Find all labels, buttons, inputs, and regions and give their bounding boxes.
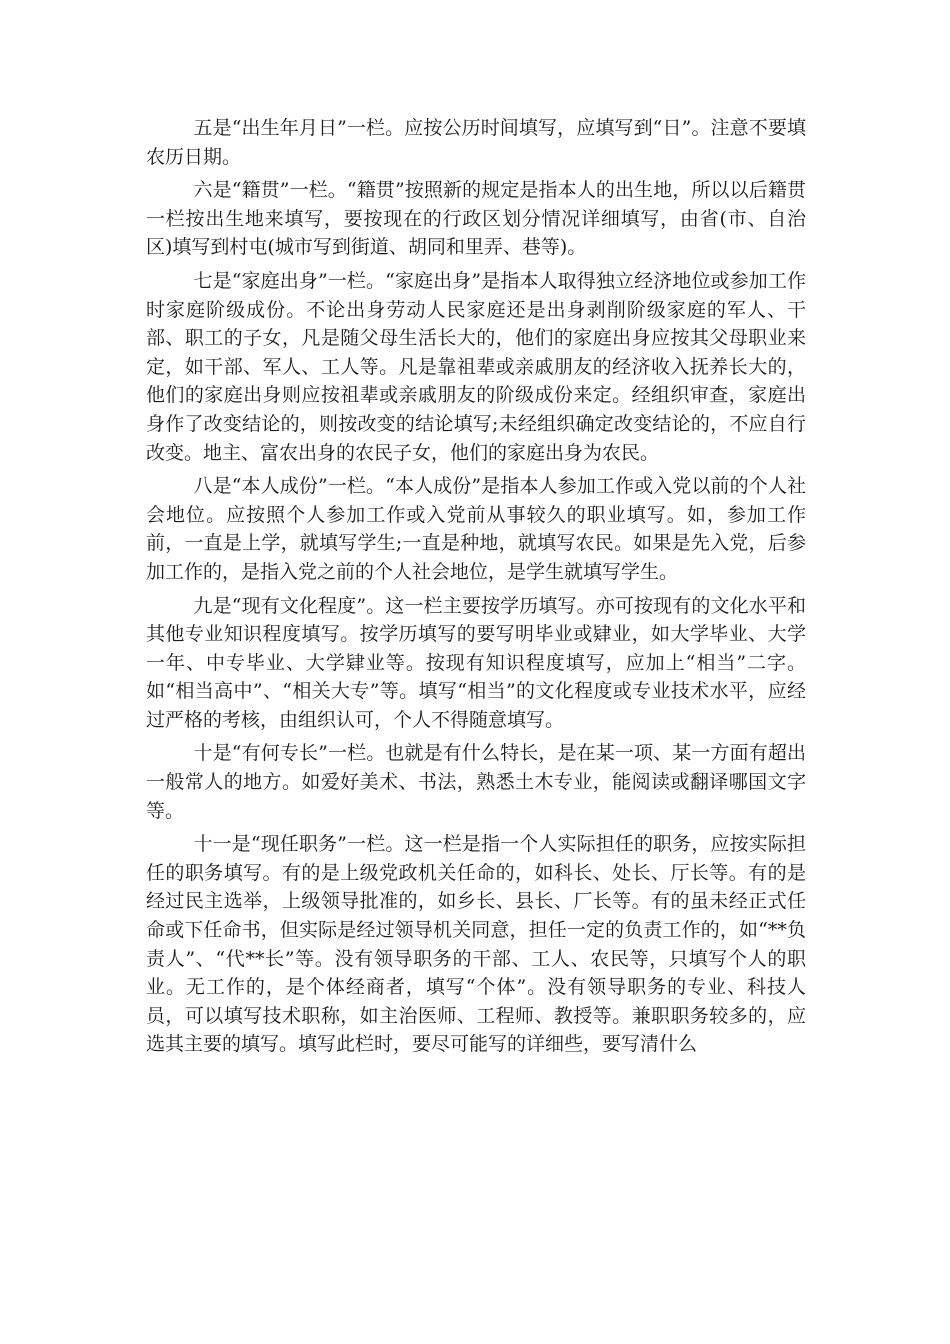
paragraph-birth-date: 五是“出生年月日”一栏。应按公历时间填写，应填写到“日”。注意不要填农历日期。: [146, 117, 806, 168]
paragraph-personal-status: 八是“本人成份”一栏。“本人成份”是指本人参加工作或入党以前的个人社会地位。应按照个人参加工作或入党前从事较久的职业填写。如，参加工作前，一直是上学，就填写学生;一直是种地，就填写农民。如果是先入党，后参加工作的，是指入党之前的个人社会地位，是学生就填写学生。: [146, 475, 806, 583]
paragraph-specialty: 十是“有何专长”一栏。也就是有什么特长，是在某一项、某一方面有超出一般常人的地方。如爱好美术、书法，熟悉土木专业，能阅读或翻译哪国文字等。: [146, 742, 806, 822]
document-body: [146, 114, 806, 1064]
paragraph-education-level: 九是“现有文化程度”。这一栏主要按学历填写。亦可按现有的文化水平和其他专业知识程度填写。按学历填写的要写明毕业或肄业，如大学毕业、大学一年、中专毕业、大学肄业等。按现有知识程度填写，应加上“相当”二字。如“相当高中”、“相关大专”等。填写“相当”的文化程度或专业技术水平，应经过严格的考核，由组织认可，个人不得随意填写。: [146, 594, 806, 731]
paragraph-family-origin: 七是“家庭出身”一栏。“家庭出身”是指本人取得独立经济地位或参加工作时家庭阶级成份。不论出身劳动人民家庭还是出身剥削阶级家庭的军人、干部、职工的子女，凡是随父母生活长大的，他们的家庭出身应按其父母职业来定，如干部、军人、工人等。凡是靠祖辈或亲戚朋友的经济收入抚养长大的，他们的家庭出身则应按祖辈或亲戚朋友的阶级成份来定。经组织审查，家庭出身作了改变结论的，则按改变的结论填写;未经组织确定改变结论的，不应自行改变。地主、富农出身的农民子女，他们的家庭出身为农民。: [146, 269, 806, 464]
paragraph-native-place: 六是“籍贯”一栏。“籍贯”按照新的规定是指本人的出生地，所以以后籍贯一栏按出生地来填写，要按现在的行政区划分情况详细填写，由省(市、自治区)填写到村屯(城市写到街道、胡同和里弄、巷等)。: [146, 179, 806, 259]
paragraph-current-position: 十一是“现任职务”一栏。这一栏是指一个人实际担任的职务，应按实际担任的职务填写。有的是上级党政机关任命的，如科长、处长、厅长等。有的是经过民主选举，上级领导批准的，如乡长、县长、厂长等。有的虽未经正式任命或下任命书，但实际是经过领导机关同意，担任一定的负责工作的，如“**负责人”、“代**长”等。没有领导职务的干部、工人、农民等，只填写个人的职业。无工作的，是个体经商者，填写“个体”。没有领导职务的专业、科技人员，可以填写技术职称，如主治医师、工程师、教授等。兼职职务较多的，应选其主要的填写。填写此栏时，要尽可能写的详细些，要写清什么: [146, 833, 806, 1056]
